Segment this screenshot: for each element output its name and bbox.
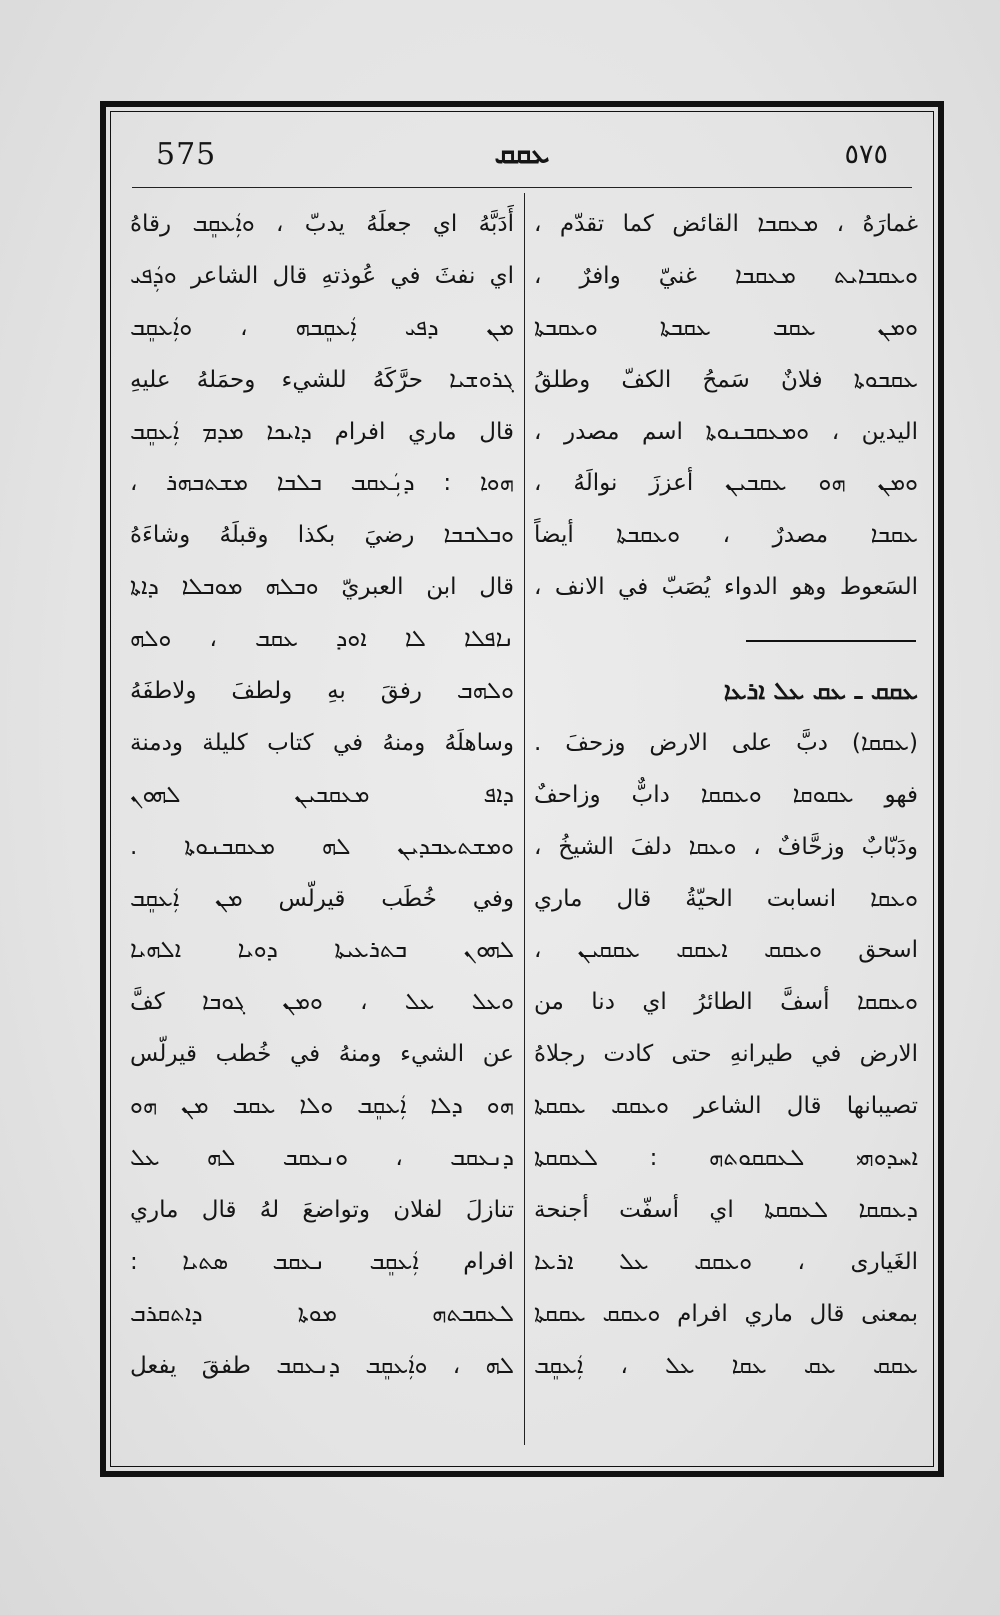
text-line: ܠܗܘܢ ܒܬܪܥܝܬܐ ܕܘܝܐ ܐܠܗܝܐ <box>130 937 514 964</box>
text-line: ܐܚܕܘܗܝ ܠܥܩܩܘܬܗ : ܠܥܩܩܬܐ <box>534 1145 918 1172</box>
text-line: بمعنى قال ماري افرام ܘܥܩܩ ܥܩܩܬܐ <box>534 1300 918 1327</box>
text-line: ܗܘܐ : ܕܢܲܥܩܒ ܒܠܒܐ ܡܫܬܒܗܪ ، <box>130 470 514 497</box>
text-line: اليدين ، ܘܡܥܩܒܢܘܬܐ اسم مصدر ، <box>534 418 918 445</box>
text-line: ܕܢܥܩܒ ، ܘܢܥܩܒ ܠܗ ܥܠ <box>130 1145 514 1172</box>
text-line: غمارَهُ ، ܡܥܩܒܐ القائض كما تقدّم ، <box>534 211 918 237</box>
text-line: تصيبانها قال الشاعر ܘܥܩܩ ܥܩܩܬܐ <box>534 1093 918 1120</box>
text-line: ܘܥܩܐ انسابت الحيّةُ قال ماري <box>534 885 918 912</box>
page-frame <box>100 101 944 1477</box>
text-line: عن الشيء ومنهُ في خُطب قيرلّس <box>130 1041 514 1068</box>
entry-headword: ܥܩܩ ـ ܥܩ ܥܠ ܐܪܥܐ <box>723 677 918 706</box>
text-line: ܓܪܘܫܝܐ حرَّكَهُ للشيء وحمَلهُ عليهِ <box>130 366 514 393</box>
text-line: وفي خُطَب قيرلّس ܡܢ ܐܲܥܩܸܒ <box>130 885 514 912</box>
text-line: ܡܢ ܕܦܝ ܐܲܥܩܸܒܗ ، ܘܐܲܥܩܸܒ <box>130 314 514 341</box>
running-head: ܥܩܩ <box>494 137 550 170</box>
text-line: (ܥܩܩܐ) دبَّ على الارض وزحفَ . <box>534 729 918 756</box>
text-line: ܘܡܫܬܥܒܕܝܢ ܠܗ ܡܥܩܒܢܘܬܐ . <box>130 833 514 860</box>
text-line: ܘܠܗܒ رفقَ بهِ ولطفَ ولاطفَهُ <box>130 678 514 705</box>
page-number-arabic: ٥٧٥ <box>844 139 888 170</box>
text-line: اسحق ܘܥܩܩ ܐܥܩܩ ܥܩܩܝܢ ، <box>534 937 918 964</box>
text-line: تنازلَ لفلان وتواضعَ لهُ قال ماري <box>130 1196 514 1223</box>
text-line: ܗܘ ܕܠܐ ܐܲܥܩܸܒ ܘܠܐ ܥܩܒ ܡܢ ܗܘ <box>130 1093 514 1120</box>
column-divider <box>524 193 525 1445</box>
text-line: ܘܒܠܒܒܐ رضيَ بكذا وقبلَهُ وشاءَهُ <box>130 522 514 549</box>
text-line: ܠܥܩܒܬܗ ܡܘܬܐ ܕܐܬܩܪܒ <box>130 1300 514 1327</box>
section-separator <box>534 614 918 666</box>
page-number-latin: 575 <box>156 137 217 172</box>
text-line: ܘܡܢ ܥܩܒ ܥܩܒܬܐ ܘܥܩܒܬܐ <box>534 314 918 341</box>
text-line: الارض في طيرانهِ حتى كادت رجلاهُ <box>534 1041 918 1068</box>
text-line: ܥܩܩ ܥܩ ܥܩܐ ܥܠ ، ܐܲܥܩܸܒ <box>534 1352 918 1379</box>
text-line: السَعوط وهو الدواء يُصَبّ في الانف ، <box>534 574 918 601</box>
text-line: أَدَبَّهُ اي جعلَهُ يدبّ ، ܘܐܲܥܩܸܒ رقاهُ <box>130 211 514 237</box>
text-line: ܕܐܦ ܡܥܩܒܝܢ ܠܗܘܢ <box>130 781 514 808</box>
header-rule <box>132 187 912 188</box>
text-line: ܘܥܠ ܥܠ ، ܘܡܢ ܓܘܒܐ كفَّ <box>130 989 514 1016</box>
text-line: ܘܥܩܩܐ أسفَّ الطائرُ اي دنا من <box>534 989 918 1016</box>
text-line: قال ابن العبريّ ܘܒܠܗ ܡܘܒܠܐ ܕܐܬܐ <box>130 574 514 601</box>
text-line: الغَيارى ، ܘܥܩܩ ܥܠ ܐܪܥܐ <box>534 1248 918 1275</box>
text-line: فهو ܥܩܘܩܐ ܘܥܩܩܐ دابٌّ وزاحفٌ <box>534 781 918 808</box>
text-line: ܘܡܢ ܗܘ ܥܩܒܝܢ أعززَ نوالَهُ ، <box>534 470 918 497</box>
text-line: ܥܩܒܐ مصدرٌ ، ܘܥܩܒܬܐ أيضاً <box>534 522 918 549</box>
text-line: ܥܩܒܘܬܐ فلانٌ سَمحُ الكفّ وطلقُ <box>534 366 918 393</box>
text-line: قال ماري افرام ܕܐܝܟܐ ܡܕܡ ܐܲܥܩܸܒ <box>130 418 514 445</box>
text-line: ܢܐܦܠܐ ܠܐ ܐܘܕ ܥܩܒ ، ܘܠܗ <box>130 626 514 653</box>
text-line: ܘܥܩܒܐܝܬ ܡܥܩܒܐ غنيّ وافرٌ ، <box>534 262 918 289</box>
left-column <box>130 199 514 1392</box>
text-line: افرام ܐܲܥܩܸܒ ܢܥܩܒ ܣܬܝܐ : <box>130 1248 514 1275</box>
text-line: ܕܥܩܩܐ ܠܥܩܩܬܐ اي أسفّت أجنحة <box>534 1196 918 1223</box>
text-line: اي نفثَ في عُوذتهِ قال الشاعر ܘܕܲܦܝ <box>130 262 514 289</box>
right-column <box>534 199 918 1392</box>
page-header <box>140 137 904 177</box>
text-line: ܠܗ ، ܘܐܲܥܩܸܒ ܕܢܥܩܒ طفقَ يفعل <box>130 1352 514 1379</box>
text-line: ودَبّابٌ وزحَّافٌ ، ܘܥܩܐ دلفَ الشيخُ ، <box>534 833 918 860</box>
text-line: وساهلَهُ ومنهُ في كتاب كليلة ودمنة <box>130 729 514 756</box>
